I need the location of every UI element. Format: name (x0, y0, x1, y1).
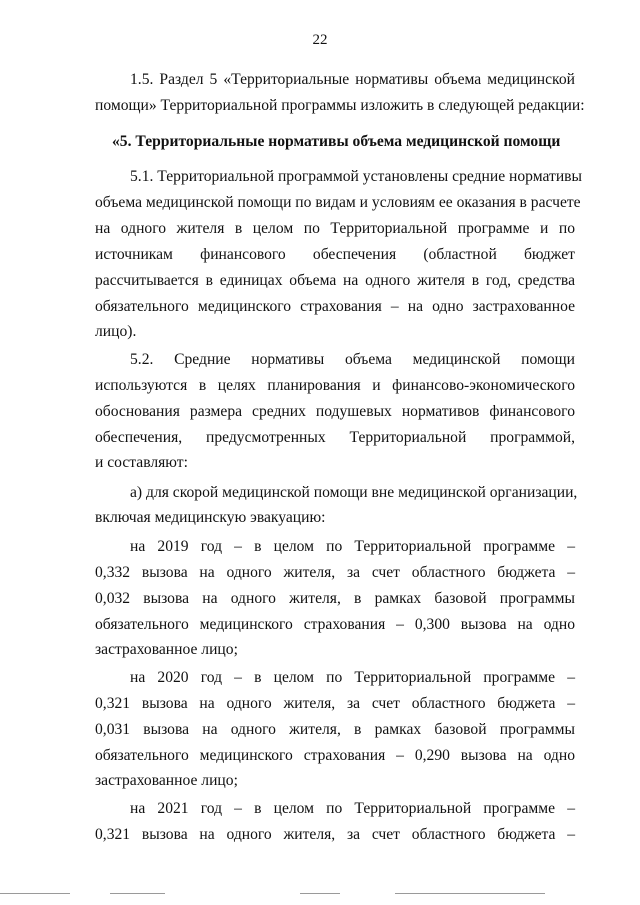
year-2019-line: 0,032 вызова на одного жителя, в рамках базовой программы (95, 590, 575, 607)
year-2020-line: 0,321 вызова на одного жителя, за счет областного бюджета – (95, 695, 575, 712)
scan-artifact (300, 893, 340, 894)
paragraph-5-2-line: и составляют: (95, 454, 188, 471)
year-2021-line: на 2021 год – в целом по Территориальной программе – (130, 800, 575, 817)
year-2019-line: на 2019 год – в целом по Территориальной программе – (130, 538, 575, 555)
paragraph-5-1-line: лицо). (95, 323, 137, 340)
scan-artifact (110, 893, 165, 894)
year-2021-line: 0,321 вызова на одного жителя, за счет областного бюджета – (95, 826, 575, 843)
scan-artifact (395, 893, 545, 894)
year-2019-line: застрахованное лицо; (95, 641, 238, 658)
year-2020-line: 0,031 вызова на одного жителя, в рамках базовой программы (95, 721, 575, 738)
paragraph-5-1-line: рассчитывается в единицах объема на одного жителя в год, средства (95, 272, 575, 289)
paragraph-5-1-line: объема медицинской помощи по видам и условиям ее оказания в расчете (95, 194, 581, 211)
paragraph-5-2-line: 5.2. Средние нормативы объема медицинской помощи (130, 351, 575, 368)
paragraph-5-2-line: обоснования размера средних подушевых нормативов финансового (95, 403, 575, 420)
page-number: 22 (312, 32, 328, 48)
paragraph-5-1-line: обязательного медицинского страхования – на одно застрахованное (95, 298, 575, 315)
year-2019-line: 0,332 вызова на одного жителя, за счет областного бюджета – (95, 564, 575, 581)
paragraph-5-1-line: 5.1. Территориальной программой установлены средние нормативы (130, 168, 583, 185)
paragraph-5-1-line: на одного жителя в целом по Территориальной программе и по (95, 220, 575, 237)
item-a-line: а) для скорой медицинской помощи вне медицинской организации, (130, 484, 578, 501)
scan-artifact (0, 893, 70, 894)
year-2020-line: застрахованное лицо; (95, 772, 238, 789)
paragraph-5-2-line: обеспечения, предусмотренных Территориальной программой, (95, 429, 575, 446)
paragraph-5-1-line: источникам финансового обеспечения (областной бюджет (95, 246, 575, 263)
year-2020-line: на 2020 год – в целом по Территориальной программе – (130, 669, 575, 686)
paragraph-5-2-line: используются в целях планирования и финансово-экономического (95, 377, 575, 394)
year-2019-line: обязательного медицинского страхования – 0,300 вызова на одно (95, 616, 575, 633)
paragraph-1-5-line: 1.5. Раздел 5 «Территориальные нормативы объема медицинской (130, 71, 575, 88)
year-2020-line: обязательного медицинского страхования – 0,290 вызова на одно (95, 747, 575, 764)
item-a-line: включая медицинскую эвакуацию: (95, 509, 326, 526)
paragraph-1-5-line: помощи» Территориальной программы изложить в следующей редакции: (95, 97, 585, 114)
section-heading: «5. Территориальные нормативы объема медицинской помощи (112, 133, 561, 150)
